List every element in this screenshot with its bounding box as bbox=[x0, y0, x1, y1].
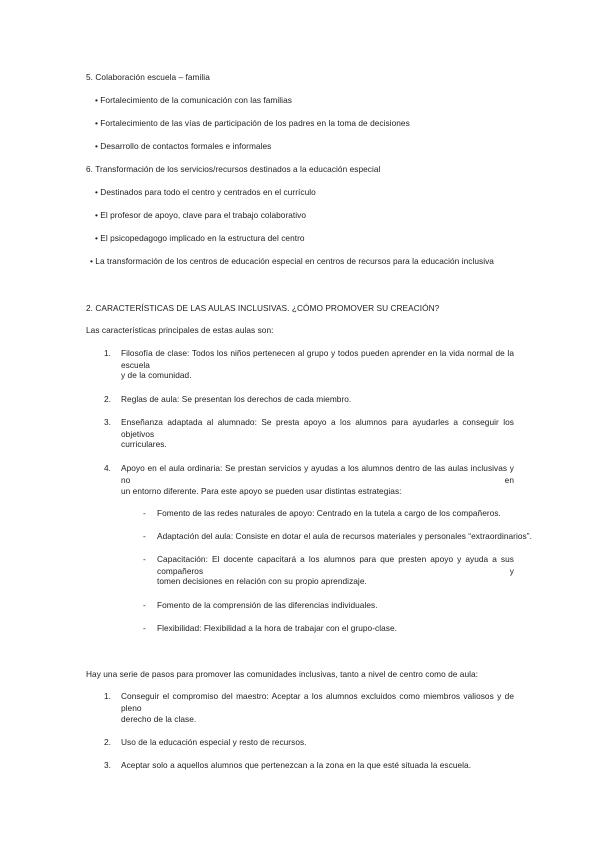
item-number: 1. bbox=[104, 348, 112, 358]
sub-item: Adaptación del aula: Consiste en dotar el aula de recursos materiales y personales “extraordinarios”. bbox=[157, 531, 532, 541]
item-number: 2. bbox=[104, 394, 112, 404]
item-number: 3. bbox=[104, 760, 112, 770]
dash-marker: - bbox=[143, 508, 146, 518]
sub-item: Fomento de la comprensión de las diferencias individuales. bbox=[157, 600, 378, 610]
bullet-item: • Fortalecimiento de la comunicación con las familias bbox=[95, 95, 292, 105]
bullet-item: • Fortalecimiento de las vías de participación de los padres en la toma de decisiones bbox=[95, 118, 410, 128]
item-number: 2. bbox=[104, 737, 112, 747]
bullet-item: • La transformación de los centros de educación especial en centros de recursos para la educación inclusiva bbox=[90, 256, 494, 266]
section-heading: 2. CARACTERÍSTICAS DE LAS AULAS INCLUSIVAS. ¿CÓMO PROMOVER SU CREACIÓN? bbox=[86, 303, 440, 313]
numbered-item-cont: y de la comunidad. bbox=[121, 370, 192, 380]
sub-item-cont: tomen decisiones en relación con su propio aprendizaje. bbox=[157, 576, 367, 586]
numbered-item-cont: curriculares. bbox=[121, 439, 167, 449]
numbered-item: Conseguir el compromiso del maestro: Aceptar a los alumnos excluidos como miembros valiosos y de pleno bbox=[121, 691, 514, 713]
item-number: 1. bbox=[104, 691, 112, 701]
list-heading-6: 6. Transformación de los servicios/recursos destinados a la educación especial bbox=[86, 164, 381, 174]
numbered-item-cont: un entorno diferente. Para este apoyo se pueden usar distintas estrategias: bbox=[121, 486, 402, 496]
sub-item: Fomento de las redes naturales de apoyo: Centrado en la tutela a cargo de los compañeros. bbox=[157, 508, 501, 518]
sub-item: Capacitación: El docente capacitará a los alumnos para que presten apoyo y ayuda a sus compañeros y bbox=[157, 554, 514, 576]
section-intro: Las características principales de estas aulas son: bbox=[86, 325, 274, 335]
numbered-item: Apoyo en el aula ordinaria: Se prestan servicios y ayudas a los alumnos dentro de las aulas inclusivas y no en bbox=[121, 463, 514, 485]
list-heading-5: 5. Colaboración escuela – familia bbox=[86, 72, 210, 82]
bullet-item: • Desarrollo de contactos formales e informales bbox=[95, 141, 272, 151]
numbered-item: Aceptar solo a aquellos alumnos que pertenezcan a la zona en la que esté situada la escuela. bbox=[121, 760, 472, 770]
dash-marker: - bbox=[143, 600, 146, 610]
numbered-item: Enseñanza adaptada al alumnado: Se presta apoyo a los alumnos para ayudarles a conseguir los objetivos bbox=[121, 417, 514, 439]
bullet-item: • El psicopedagogo implicado en la estructura del centro bbox=[95, 233, 305, 243]
bullet-item: • Destinados para todo el centro y centrados en el currículo bbox=[95, 187, 316, 197]
sub-item: Flexibilidad: Flexibilidad a la hora de trabajar con el grupo-clase. bbox=[157, 623, 397, 633]
numbered-item: Filosofía de clase: Todos los niños pertenecen al grupo y todos pueden aprender en la vida normal de la escuela bbox=[121, 348, 514, 370]
item-number: 4. bbox=[104, 463, 112, 473]
numbered-item: Reglas de aula: Se presentan los derechos de cada miembro. bbox=[121, 394, 352, 404]
numbered-item-cont: derecho de la clase. bbox=[121, 714, 197, 724]
section-intro: Hay una serie de pasos para promover las comunidades inclusivas, tanto a nivel de centro como de aula: bbox=[86, 669, 479, 679]
numbered-item: Uso de la educación especial y resto de recursos. bbox=[121, 737, 307, 747]
bullet-item: • El profesor de apoyo, clave para el trabajo colaborativo bbox=[95, 210, 307, 220]
dash-marker: - bbox=[143, 623, 146, 633]
dash-marker: - bbox=[143, 554, 146, 564]
dash-marker: - bbox=[143, 531, 146, 541]
item-number: 3. bbox=[104, 417, 112, 427]
